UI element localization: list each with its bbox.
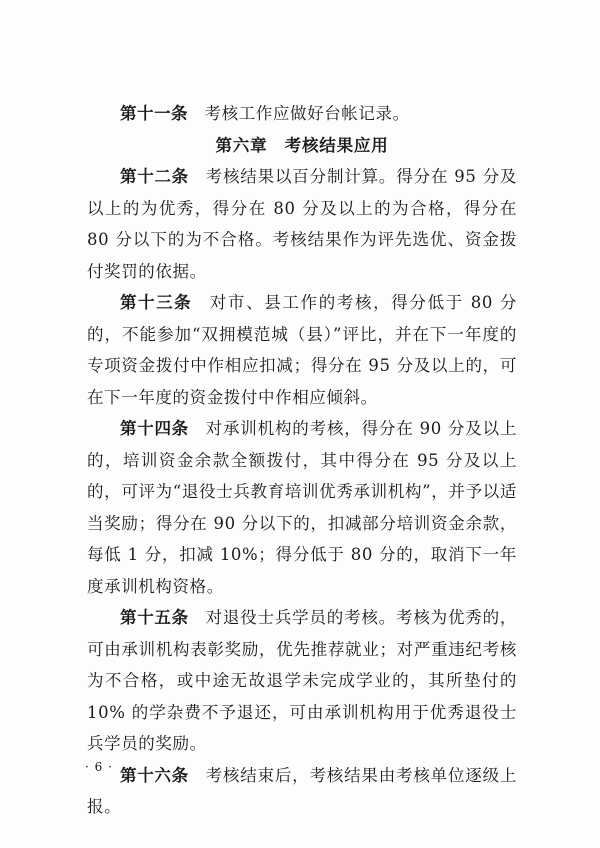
article-14-text: 对承训机构的考核，得分在 90 分及以上的，培训资金余款全额拨付，其中得分在 95 分及以上的，可评为“退役士兵教育培训优秀承训机构”，并予以适当奖励；得分在 90 分以下的，扣减部分培训资金余款，每低 1 分，扣减 10%；得分低于 80 分的，取消下一年度承训机构资格。 xyxy=(87,419,517,596)
article-14-label: 第十四条 xyxy=(120,419,189,438)
article-12 xyxy=(87,161,517,287)
chapter-6-title: 第六章 考核结果应用 xyxy=(215,135,389,155)
article-16 xyxy=(87,760,517,823)
article-11-text: 考核工作应做好台帐记录。 xyxy=(204,104,410,123)
article-11-label: 第十一条 xyxy=(120,104,188,123)
document-body xyxy=(87,98,517,823)
page-number: · 6 · xyxy=(85,760,113,774)
article-11 xyxy=(87,98,517,130)
article-15-text: 对退役士兵学员的考核。考核为优秀的，可由承训机构表彰奖励，优先推荐就业；对严重违纪考核为不合格，或中途无故退学未完成学业的，其所垫付的 10% 的学杂费不予退还，可由承训机构用于优秀退役士兵学员的奖励。 xyxy=(87,608,517,753)
article-16-text: 考核结束后，考核结果由考核单位逐级上报。 xyxy=(87,765,517,816)
article-16-label: 第十六条 xyxy=(120,765,189,785)
article-15-label: 第十五条 xyxy=(120,608,189,627)
article-12-text: 考核结果以百分制计算。得分在 95 分及以上的为优秀，得分在 80 分及以上的为合格，得分在 80 分以下的为不合格。考核结果作为评先选优、资金拨付奖罚的依据。 xyxy=(87,167,517,281)
article-14 xyxy=(87,413,517,602)
article-13-label: 第十三条 xyxy=(120,293,193,312)
article-15 xyxy=(87,602,517,760)
article-12-label: 第十二条 xyxy=(120,167,189,186)
article-13-text: 对市、县工作的考核，得分低于 80 分的，不能参加“双拥模范城（县）”评比，并在下一年度的专项资金拨付中作相应扣减；得分在 95 分及以上的，可在下一年度的资金拨付中作相应倾斜。 xyxy=(87,293,518,407)
article-13 xyxy=(87,287,517,413)
